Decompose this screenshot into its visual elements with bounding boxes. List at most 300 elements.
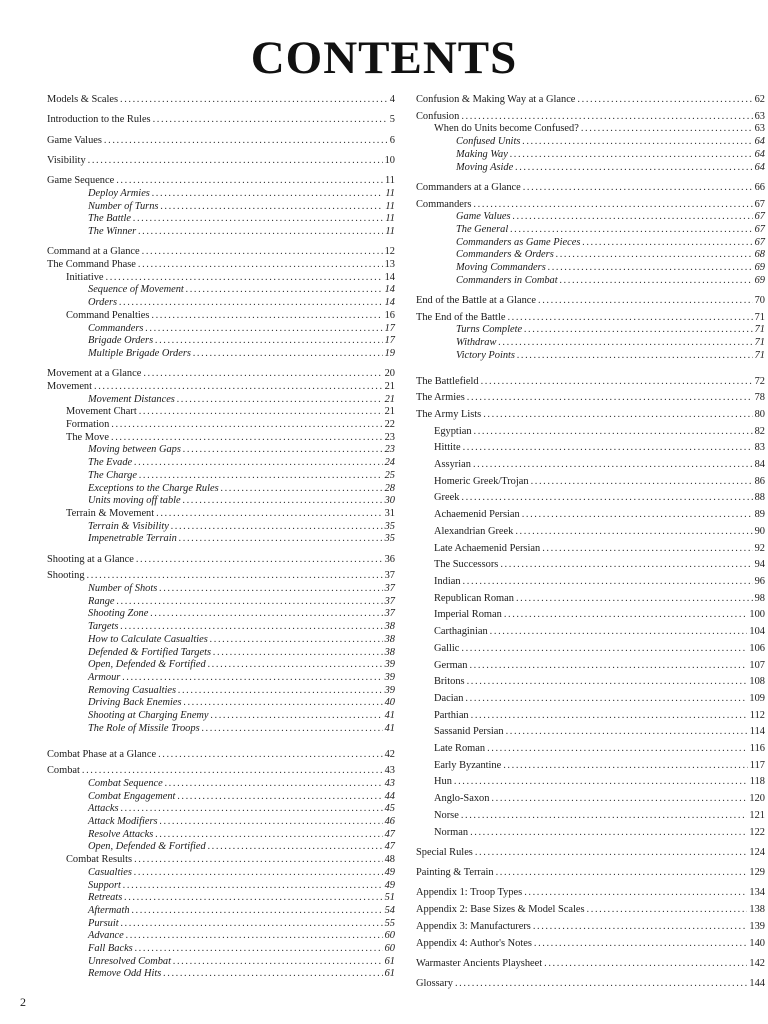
leader-dots (152, 188, 384, 201)
toc-entry[interactable] (47, 778, 395, 791)
toc-entry[interactable] (416, 409, 765, 422)
leader-dots (120, 621, 382, 634)
toc-entry[interactable] (416, 760, 765, 773)
toc-page: 71 (754, 324, 765, 336)
toc-label: Hun (434, 776, 452, 788)
toc-entry[interactable] (47, 94, 395, 107)
toc-entry[interactable] (416, 543, 765, 556)
leader-dots (524, 887, 747, 900)
leader-dots (213, 647, 383, 660)
toc-page: 37 (384, 570, 395, 582)
toc-label: Confusion (416, 110, 460, 122)
toc-page: 47 (384, 828, 395, 840)
toc-entry[interactable] (47, 201, 395, 214)
toc-label: Exceptions to the Charge Rules (88, 482, 219, 494)
toc-entry[interactable] (47, 135, 395, 148)
toc-label: Late Roman (434, 743, 486, 755)
toc-entry[interactable] (47, 188, 395, 201)
toc-entry[interactable] (416, 676, 765, 689)
leader-dots (156, 508, 382, 521)
toc-label: The Winner (88, 226, 137, 237)
toc-page: 39 (384, 671, 395, 683)
toc-label: Shooting at Charging Enemy (88, 710, 209, 722)
toc-entry[interactable] (416, 162, 765, 175)
toc-page: 60 (384, 930, 395, 942)
toc-label: Initiative (66, 271, 104, 283)
leader-dots (160, 816, 383, 829)
toc-entry[interactable] (416, 199, 765, 212)
toc-label: Shooting at a Glance (47, 553, 134, 565)
leader-dots (151, 310, 382, 323)
toc-entry[interactable] (416, 337, 765, 350)
toc-entry[interactable] (47, 521, 395, 534)
toc-entry[interactable] (47, 570, 395, 583)
toc-page: 41 (384, 710, 395, 722)
contents-left-column (47, 94, 395, 981)
toc-page: 140 (749, 937, 765, 949)
toc-label: Parthian (434, 709, 469, 721)
toc-entry[interactable] (416, 921, 765, 934)
toc-entry[interactable] (47, 348, 395, 361)
toc-page: 11 (385, 213, 395, 225)
toc-label: Movement Chart (66, 406, 137, 418)
toc-page: 94 (754, 559, 765, 571)
toc-page: 45 (384, 803, 395, 815)
toc-entry[interactable] (416, 609, 765, 622)
toc-label: Appendix 2: Base Sizes & Model Scales (416, 904, 585, 916)
leader-dots (136, 554, 383, 567)
toc-page: 14 (384, 271, 395, 283)
toc-entry[interactable] (416, 426, 765, 439)
toc-page: 23 (384, 444, 395, 456)
toc-label: The Role of Missile Troops (88, 722, 200, 734)
toc-entry[interactable] (416, 123, 765, 136)
toc-label: Glossary (416, 978, 453, 990)
leader-dots (496, 867, 748, 880)
leader-dots (461, 492, 752, 505)
toc-page: 10 (384, 154, 395, 166)
toc-entry[interactable] (47, 381, 395, 394)
toc-page: 64 (754, 136, 765, 148)
toc-entry[interactable] (416, 224, 765, 237)
toc-entry[interactable] (416, 576, 765, 589)
toc-label: Open, Defended & Fortified (88, 659, 206, 671)
toc-label: Terrain & Visibility (88, 520, 169, 532)
toc-entry[interactable] (47, 816, 395, 829)
toc-label: Greek (434, 492, 460, 504)
toc-label: Norman (434, 826, 469, 838)
leader-dots (173, 956, 383, 969)
toc-entry[interactable] (47, 495, 395, 508)
toc-label: Multiple Brigade Orders (88, 347, 191, 359)
toc-label: Republican Roman (434, 592, 514, 604)
toc-entry[interactable] (416, 793, 765, 806)
toc-label: Open, Defended & Fortified (88, 841, 206, 853)
toc-label: Combat Engagement (88, 790, 176, 802)
toc-entry[interactable] (47, 710, 395, 723)
toc-label: Withdraw (456, 337, 497, 349)
toc-page: 129 (749, 867, 765, 879)
toc-entry[interactable] (416, 324, 765, 337)
leader-dots (178, 685, 383, 698)
toc-label: Movement (47, 380, 93, 392)
toc-entry[interactable] (416, 887, 765, 900)
leader-dots (104, 135, 388, 148)
toc-entry[interactable] (47, 659, 395, 672)
toc-label: Commanders (416, 198, 472, 210)
toc-page: 63 (754, 110, 765, 122)
toc-label: Number of Shots (88, 583, 158, 595)
toc-entry[interactable] (47, 621, 395, 634)
toc-entry[interactable] (47, 583, 395, 596)
leader-dots (461, 111, 752, 124)
leader-dots (139, 470, 383, 483)
toc-page: 51 (384, 892, 395, 904)
toc-label: Introduction to the Rules (47, 114, 151, 126)
toc-page: 90 (754, 525, 765, 537)
toc-entry[interactable] (47, 943, 395, 956)
toc-page: 120 (749, 793, 765, 805)
toc-entry[interactable] (47, 533, 395, 546)
toc-entry[interactable] (47, 432, 395, 445)
toc-entry[interactable] (47, 419, 395, 432)
toc-entry[interactable] (416, 847, 765, 860)
toc-page: 16 (384, 309, 395, 321)
leader-dots (88, 155, 383, 168)
toc-entry[interactable] (416, 867, 765, 880)
toc-entry[interactable] (416, 211, 765, 224)
toc-label: Combat Results (66, 854, 133, 866)
spacer (416, 363, 765, 376)
toc-entry[interactable] (47, 791, 395, 804)
toc-page: 21 (384, 406, 395, 418)
toc-entry[interactable] (47, 335, 395, 348)
toc-page: 139 (749, 920, 765, 932)
leader-dots (94, 381, 383, 394)
leader-dots (143, 368, 382, 381)
toc-entry[interactable] (47, 803, 395, 816)
spacer (47, 546, 395, 554)
toc-entry[interactable] (47, 470, 395, 483)
toc-page: 122 (749, 826, 765, 838)
toc-entry[interactable] (416, 526, 765, 539)
toc-entry[interactable] (47, 647, 395, 660)
toc-page: 38 (384, 633, 395, 645)
toc-label: The Evade (88, 457, 133, 469)
toc-label: The Army Lists (416, 408, 482, 420)
toc-label: Commanders & Orders (456, 249, 554, 261)
leader-dots (483, 409, 752, 422)
toc-entry[interactable] (416, 312, 765, 325)
toc-entry[interactable] (416, 593, 765, 606)
leader-dots (470, 827, 747, 840)
leader-dots (177, 791, 382, 804)
toc-label: The Charge (88, 469, 137, 481)
leader-dots (134, 457, 382, 470)
leader-dots (208, 659, 383, 672)
leader-dots (155, 829, 382, 842)
toc-entry[interactable] (47, 765, 395, 778)
toc-entry[interactable] (416, 111, 765, 124)
toc-entry[interactable] (416, 726, 765, 739)
leader-dots (461, 810, 748, 823)
toc-entry[interactable] (47, 930, 395, 943)
toc-label: Range (88, 595, 115, 607)
spacer (416, 860, 765, 868)
toc-label: Deploy Armies (88, 187, 150, 199)
toc-label: Game Values (456, 211, 511, 223)
toc-entry[interactable] (47, 841, 395, 854)
leader-dots (538, 295, 753, 308)
toc-entry[interactable] (47, 554, 395, 567)
toc-entry[interactable] (47, 685, 395, 698)
toc-label: Anglo-Saxon (434, 793, 490, 805)
toc-entry[interactable] (416, 442, 765, 455)
toc-entry[interactable] (47, 175, 395, 188)
toc-label: Appendix 3: Manufacturers (416, 920, 531, 932)
toc-entry[interactable] (47, 508, 395, 521)
leader-dots (516, 593, 753, 606)
leader-dots (510, 224, 752, 237)
toc-entry[interactable] (47, 880, 395, 893)
toc-entry[interactable] (416, 392, 765, 405)
toc-page: 11 (385, 187, 395, 199)
toc-page: 55 (384, 917, 395, 929)
leader-dots (507, 312, 752, 325)
toc-page: 72 (754, 375, 765, 387)
leader-dots (111, 432, 383, 445)
leader-dots (138, 259, 383, 272)
toc-entry[interactable] (416, 660, 765, 673)
toc-label: Defended & Fortified Targets (88, 646, 212, 658)
spacer (416, 287, 765, 295)
leader-dots (186, 284, 383, 297)
leader-dots (461, 643, 747, 656)
toc-entry[interactable] (47, 310, 395, 323)
toc-entry[interactable] (416, 509, 765, 522)
toc-entry[interactable] (47, 956, 395, 969)
toc-entry[interactable] (416, 710, 765, 723)
toc-entry[interactable] (47, 213, 395, 226)
toc-entry[interactable] (416, 693, 765, 706)
leader-dots (473, 199, 752, 212)
toc-entry[interactable] (416, 938, 765, 951)
leader-dots (522, 136, 752, 149)
spacer (47, 736, 395, 749)
toc-entry[interactable] (47, 297, 395, 310)
toc-entry[interactable] (47, 892, 395, 905)
leader-dots (193, 348, 383, 361)
toc-label: Attacks (88, 803, 119, 815)
toc-label: Movement Distances (88, 393, 175, 405)
leader-dots (560, 275, 753, 288)
leader-dots (142, 246, 383, 259)
toc-label: Removing Casualties (88, 684, 177, 696)
toc-entry[interactable] (47, 608, 395, 621)
toc-page: 14 (384, 284, 395, 296)
toc-page: 118 (749, 776, 765, 788)
toc-page: 41 (384, 722, 395, 734)
toc-page: 104 (749, 626, 765, 638)
toc-entry[interactable] (416, 459, 765, 472)
toc-entry[interactable] (47, 483, 395, 496)
toc-entry[interactable] (47, 226, 395, 239)
toc-entry[interactable] (416, 743, 765, 756)
toc-entry[interactable] (47, 854, 395, 867)
toc-entry[interactable] (416, 810, 765, 823)
toc-entry[interactable] (47, 829, 395, 842)
toc-entry[interactable] (416, 827, 765, 840)
leader-dots (87, 570, 383, 583)
toc-label: The General (456, 223, 509, 235)
toc-label: Late Achaemenid Persian (434, 542, 541, 554)
toc-page: 22 (384, 419, 395, 431)
toc-page: 68 (754, 249, 765, 261)
leader-dots (534, 938, 748, 951)
leader-dots (106, 272, 383, 285)
toc-page: 98 (754, 592, 765, 604)
leader-dots (165, 778, 383, 791)
toc-page: 116 (749, 743, 765, 755)
toc-entry[interactable] (47, 968, 395, 981)
toc-entry[interactable] (416, 249, 765, 262)
leader-dots (463, 576, 753, 589)
toc-page: 36 (384, 553, 395, 565)
toc-label: Moving Commanders (456, 262, 546, 274)
toc-label: Fall Backs (88, 943, 133, 955)
toc-label: Britons (434, 676, 465, 688)
leader-dots (135, 943, 383, 956)
toc-page: 67 (754, 223, 765, 235)
leader-dots (132, 905, 383, 918)
toc-page: 67 (754, 198, 765, 210)
toc-page: 31 (384, 507, 395, 519)
toc-page: 46 (384, 816, 395, 828)
toc-entry[interactable] (47, 155, 395, 168)
toc-entry[interactable] (47, 368, 395, 381)
toc-page: 114 (749, 726, 765, 738)
toc-entry[interactable] (47, 918, 395, 931)
toc-entry[interactable] (47, 723, 395, 736)
toc-entry[interactable] (47, 284, 395, 297)
toc-entry[interactable] (416, 376, 765, 389)
leader-dots (210, 634, 383, 647)
toc-label: Confused Units (456, 136, 521, 148)
toc-entry[interactable] (416, 136, 765, 149)
leader-dots (487, 743, 748, 756)
toc-label: Combat (47, 765, 80, 777)
toc-page: 124 (749, 846, 765, 858)
leader-dots (577, 94, 752, 107)
toc-page: 144 (749, 978, 765, 990)
toc-entry[interactable] (47, 672, 395, 685)
toc-entry[interactable] (416, 149, 765, 162)
toc-page: 37 (384, 583, 395, 595)
toc-entry[interactable] (47, 457, 395, 470)
leader-dots (523, 182, 753, 195)
leader-dots (556, 249, 753, 262)
toc-entry[interactable] (416, 237, 765, 250)
toc-entry[interactable] (47, 697, 395, 710)
toc-page: 64 (754, 148, 765, 160)
toc-label: The Battle (88, 213, 131, 225)
leader-dots (515, 162, 752, 175)
leader-dots (524, 324, 753, 337)
toc-entry[interactable] (47, 444, 395, 457)
leader-dots (491, 793, 747, 806)
toc-label: Making Way (456, 148, 508, 160)
toc-page: 39 (384, 684, 395, 696)
toc-entry[interactable] (416, 350, 765, 363)
toc-page: 23 (384, 431, 395, 443)
toc-entry[interactable] (47, 394, 395, 407)
toc-entry[interactable] (47, 905, 395, 918)
leader-dots (163, 968, 382, 981)
leader-dots (481, 376, 753, 389)
toc-entry[interactable] (47, 246, 395, 259)
toc-entry[interactable] (47, 406, 395, 419)
toc-entry[interactable] (416, 476, 765, 489)
toc-label: The Armies (416, 392, 465, 404)
toc-page: 17 (384, 322, 395, 334)
toc-label: Achaemenid Persian (434, 509, 520, 521)
toc-page: 96 (754, 575, 765, 587)
toc-entry[interactable] (47, 634, 395, 647)
toc-page: 19 (384, 347, 395, 359)
toc-entry[interactable] (416, 978, 765, 991)
toc-label: Appendix 4: Author's Notes (416, 937, 532, 949)
toc-entry[interactable] (416, 958, 765, 971)
toc-entry[interactable] (416, 275, 765, 288)
leader-dots (522, 509, 753, 522)
leader-dots (126, 930, 383, 943)
toc-entry[interactable] (416, 182, 765, 195)
toc-entry[interactable] (47, 114, 395, 127)
toc-entry[interactable] (416, 776, 765, 789)
toc-entry[interactable] (416, 295, 765, 308)
toc-page: 89 (754, 509, 765, 521)
toc-label: Alexandrian Greek (434, 525, 514, 537)
toc-label: Models & Scales (47, 94, 118, 105)
toc-label: Aftermath (88, 904, 130, 916)
spacer (47, 239, 395, 247)
spacer (416, 839, 765, 847)
toc-entry[interactable] (47, 323, 395, 336)
spacer (47, 147, 395, 155)
spacer (47, 107, 395, 115)
toc-page: 100 (749, 609, 765, 621)
leader-dots (490, 626, 748, 639)
toc-page: 107 (749, 659, 765, 671)
spacer (47, 361, 395, 369)
toc-entry[interactable] (416, 94, 765, 107)
toc-entry[interactable] (47, 259, 395, 272)
toc-entry[interactable] (416, 559, 765, 572)
toc-entry[interactable] (47, 749, 395, 762)
toc-entry[interactable] (416, 643, 765, 656)
toc-page: 20 (384, 368, 395, 380)
toc-entry[interactable] (416, 904, 765, 917)
leader-dots (463, 442, 753, 455)
toc-entry[interactable] (416, 626, 765, 639)
toc-entry[interactable] (416, 492, 765, 505)
toc-entry[interactable] (47, 867, 395, 880)
toc-entry[interactable] (47, 596, 395, 609)
spacer (47, 168, 395, 176)
toc-entry[interactable] (416, 262, 765, 275)
toc-entry[interactable] (47, 272, 395, 285)
spacer (416, 971, 765, 979)
